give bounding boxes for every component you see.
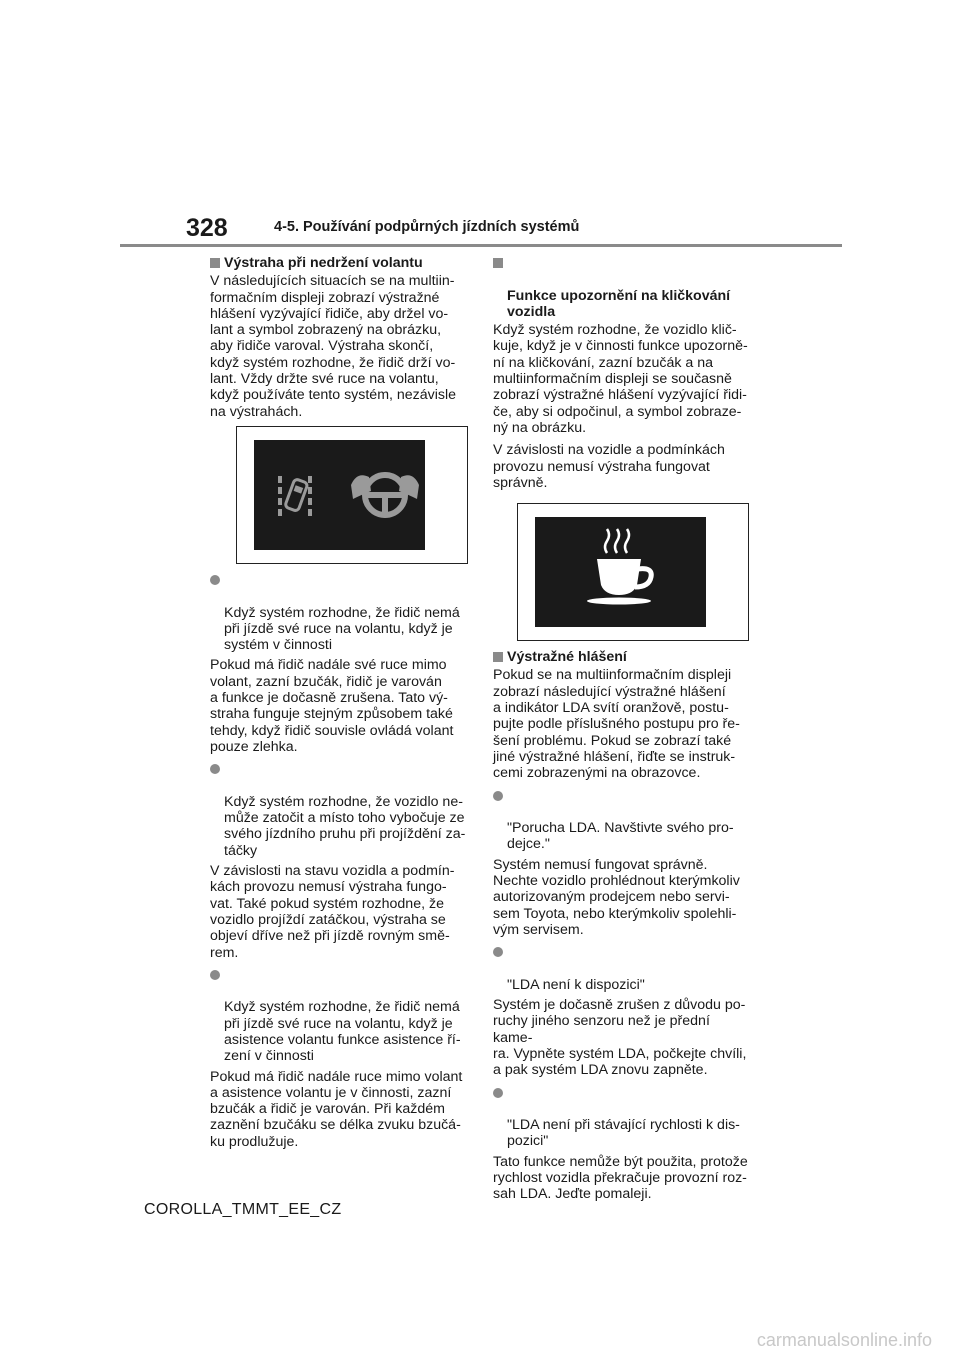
header-rule: [120, 244, 842, 247]
round-bullet-icon: [210, 575, 220, 585]
paragraph: Systém nemusí fungovat správně. Nechte vozidlo prohlédnout kterýmkoliv autorizovaným prodejcem nebo servi- sem Toyota, nebo kterýmkoliv spolehli- vým servisem.: [493, 856, 740, 938]
figure-coffee-display: [517, 503, 749, 641]
display-screen: [535, 517, 706, 627]
right-column: [493, 255, 751, 1209]
section-title: 4-5. Používání podpůrných jízdních systémů: [274, 219, 580, 235]
steering-hands-icon: [347, 465, 423, 527]
heading-hands-off-warning: Výstraha při nedržení volantu: [210, 255, 468, 271]
left-column: [210, 255, 468, 1156]
round-bullet-icon: [210, 764, 220, 774]
page-number: 328: [186, 214, 228, 242]
heading-sway-warning: Funkce upozornění na kličkování vozidla: [493, 255, 751, 320]
bullet-item: Když systém rozhodne, že řidič nemá při jízdě své ruce na volantu, když je systém v činnosti: [210, 572, 468, 653]
bullet-item: Když systém rozhodne, že řidič nemá při jízdě své ruce na volantu, když je asistence volantu funkce asistence ří- zení v činnosti: [210, 967, 468, 1065]
figure-hands-off-display: [236, 426, 468, 564]
round-bullet-icon: [493, 791, 503, 801]
paragraph: V závislosti na vozidle a podmínkách provozu nemusí výstraha fungovat správně.: [493, 442, 725, 491]
square-bullet-icon: [493, 258, 503, 268]
bullet-item: "Porucha LDA. Navštivte svého pro- dejce.": [493, 788, 751, 853]
paragraph: Tato funkce nemůže být použita, protože rychlost vozidla překračuje provozní roz- sah LDA. Jeďte pomaleji.: [493, 1153, 748, 1203]
round-bullet-icon: [493, 947, 503, 957]
square-bullet-icon: [493, 652, 503, 662]
paragraph: Když systém rozhodne, že vozidlo klič- kuje, když je v činnosti funkce upozorně- ní na kličkování, zazní bzučák a na multiinformačním displeji se současně zobrazí výstražné hlášení vyzývající řidi- če, aby si odpočinul, a symbol zobraze- ný na obrázku.: [493, 322, 748, 436]
bullet-item: "LDA není při stávající rychlosti k dis- pozici": [493, 1085, 751, 1150]
paragraph: Systém je dočasně zrušen z důvodu po- ruchy jiného senzoru než je přední kame- ra. Vypněte systém LDA, počkejte chvíli, a pak systém LDA znovu zapněte.: [493, 997, 747, 1079]
round-bullet-icon: [210, 970, 220, 980]
watermark: carmanualsonline.info: [756, 1330, 932, 1350]
paragraph: V následujících situacích se na multiin- formačním displeji zobrazí výstražné hlášení vyzývající řidiče, aby držel vo- lant a symbol zobrazený na obrázku, aby řidiče varoval. Výstraha skončí, když systém rozhodne, že řidič drží vo- lant. Vždy držte své ruce na volantu, když používáte tento systém, nezávisle na výstrahách.: [210, 273, 457, 420]
round-bullet-icon: [493, 1088, 503, 1098]
coffee-cup-icon: [535, 517, 706, 627]
heading-warning-messages: Výstražné hlášení: [493, 649, 751, 665]
paragraph: V závislosti na stavu vozidla a podmín- kách provozu nemusí výstraha fungo- vat. Také pokud systém rozhodne, že vozidlo projíždí zatáčkou, výstraha se objeví dříve než při jízdě rovným smě- rem.: [210, 863, 455, 961]
square-bullet-icon: [210, 258, 220, 268]
paragraph: Pokud má řidič nadále své ruce mimo volant, zazní bzučák, řidič je varován a funkce je dočasně zrušena. Tato vý- straha funguje stejným způsobem také tehdy, když řidič souvisle ovládá volant pouze zlehka.: [210, 657, 454, 755]
bullet-item: "LDA není k dispozici": [493, 944, 751, 993]
paragraph: Pokud má řidič nadále ruce mimo volant a asistence volantu je v činnosti, zazní bzučák a řidič je varován. Při každém zaznění bzučáku se délka zvuku bzučá- ku prodlužuje.: [210, 1068, 463, 1150]
paragraph: Pokud se na multiinformačním displeji zobrazí následující výstražné hlášení a indikátor LDA svítí oranžově, postu- pujte podle příslušného postupu pro ře- šení problému. Pokud se zobrazí také jiné výstražné hlášení, řiďte se instruk- cemi zobrazenými na obrazovce.: [493, 667, 740, 782]
bullet-item: Když systém rozhodne, že vozidlo ne- může zatočit a místo toho vybočuje ze svého jízdního pruhu při projíždění za- táčky: [210, 761, 468, 859]
footer-document-code: COROLLA_TMMT_EE_CZ: [144, 1201, 342, 1218]
